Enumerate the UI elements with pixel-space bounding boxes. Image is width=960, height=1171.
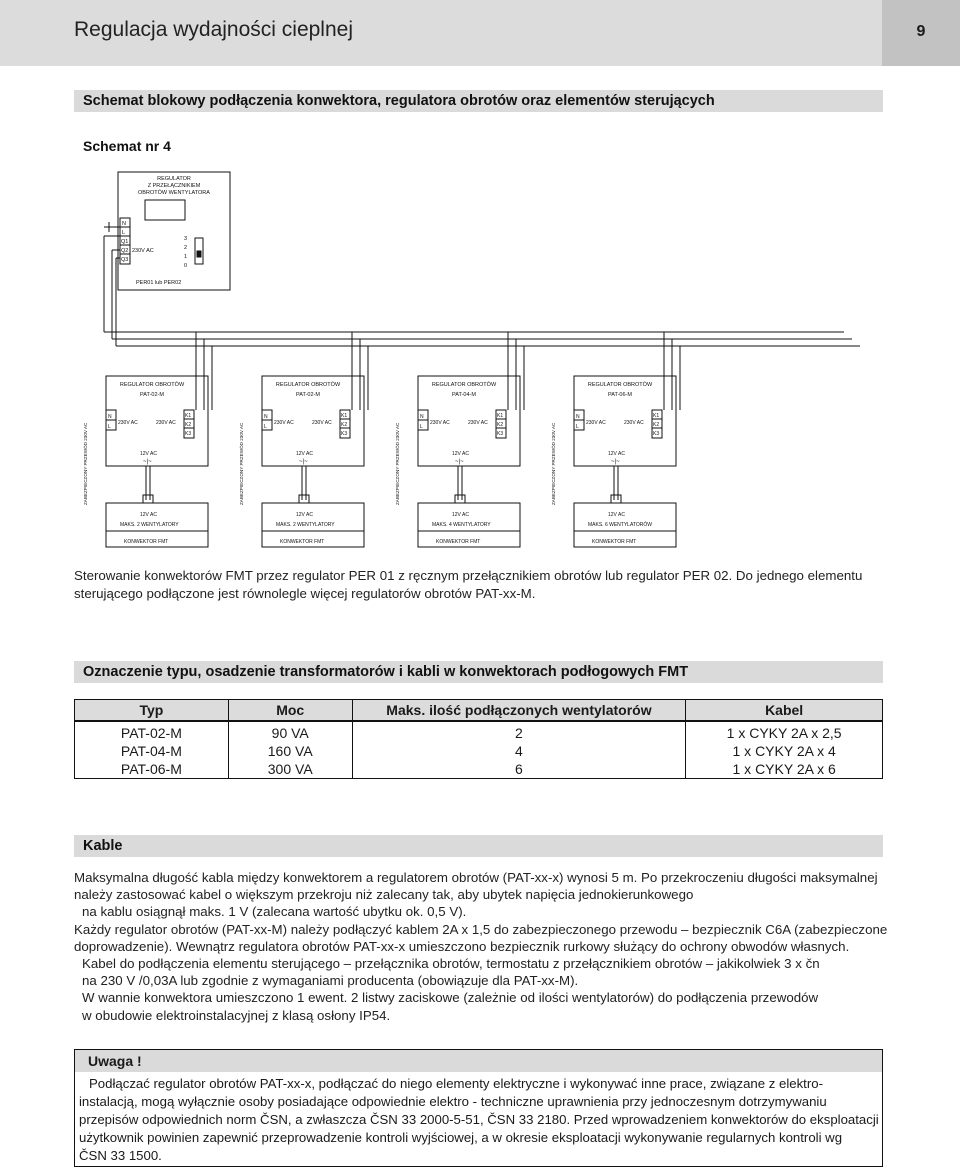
voltage-230-in: 230V AC (430, 420, 450, 426)
top-terminal-q2: Q2 (121, 248, 129, 254)
table-row (75, 721, 883, 742)
top-regulator-title-2: Z PRZEŁĄCZNIKIEM (147, 183, 201, 189)
cables-line: doprowadzenie). Wewnątrz regulatora obrotów PAT-xx-x umieszczono bezpiecznik rurkowy służący do ochrony obwodów własnych. (74, 938, 850, 954)
cables-line: Każdy regulator obrotów (PAT-xx-M) należy podłączyć kablem 2A x 1,5 do zabezpieczonego przewodu – bezpiecznik C6A (zabezpieczone (74, 921, 888, 937)
col-header-cable: Kabel (686, 700, 883, 722)
table-row (75, 760, 883, 779)
terminal-k1: K1 (653, 413, 660, 419)
supply-label: ZABEZPIECZONY PRZEWÓD 230V AC (551, 422, 556, 505)
section-title-cables: Kable (74, 835, 883, 857)
terminal-k1: K1 (497, 413, 504, 419)
terminal-k3: K3 (653, 431, 660, 437)
voltage-230-out: 230V AC (312, 420, 332, 426)
terminal-n: N (264, 414, 268, 420)
col-header-power: Moc (228, 700, 352, 722)
cell-power: 90 VA (228, 721, 352, 742)
table-row (75, 742, 883, 760)
cell-type: PAT-04-M (75, 742, 229, 760)
terminal-n: N (108, 414, 112, 420)
convector-label: KONWEKTOR FMT (124, 539, 169, 545)
supply-label: ZABEZPIECZONY PRZEWÓD 230V AC (83, 422, 88, 505)
speed-2: 2 (184, 245, 188, 251)
page-number: 9 (882, 0, 960, 66)
voltage-230-in: 230V AC (586, 420, 606, 426)
fan-symbol-icon: ~|~ (611, 459, 620, 465)
section-title-types: Oznaczenie typu, osadzenie transformatorów i kabli w konwektorach podłogowych FMT (74, 661, 883, 683)
top-regulator-model: PER01 lub PER02 (136, 280, 182, 286)
warning-box (74, 1049, 883, 1167)
cell-power: 160 VA (228, 742, 352, 760)
voltage-230-out: 230V AC (624, 420, 644, 426)
voltage-12: 12V AC (452, 451, 469, 457)
fan-limit: MAKS. 6 WENTYLATORÓW (588, 522, 652, 528)
cell-cable: 1 x CYKY 2A x 4 (686, 742, 883, 760)
regulator-unit-1 (82, 376, 208, 547)
terminal-n: N (420, 414, 424, 420)
top-terminal-n: N (122, 221, 126, 227)
warning-line: Podłączać regulator obrotów PAT-xx-x, podłączać do niego elementy elektryczne i wykonywać inne prace, związane z elektro- (89, 1076, 823, 1091)
page-title: Regulacja wydajności cieplnej (74, 18, 353, 41)
terminal-l: L (420, 424, 423, 430)
top-regulator-display (145, 200, 185, 220)
top-terminal-q3: Q3 (121, 257, 129, 263)
fan-symbol-icon: ~|~ (455, 459, 464, 465)
col-header-type: Typ (75, 700, 229, 722)
terminal-n: N (576, 414, 580, 420)
cell-type: PAT-02-M (75, 721, 229, 742)
spec-table (74, 699, 883, 779)
terminal-l: L (108, 424, 111, 430)
wiring-diagram (0, 160, 960, 555)
regulator-title: REGULATOR OBROTÓW (431, 382, 497, 388)
regulator-model: PAT-02-M (296, 392, 320, 398)
diagram-description (74, 567, 886, 602)
convector-label: KONWEKTOR FMT (436, 539, 481, 545)
regulator-model: PAT-04-M (452, 392, 476, 398)
voltage-230-out: 230V AC (468, 420, 488, 426)
convector-label: KONWEKTOR FMT (592, 539, 637, 545)
warning-line: instalacją, mogą wyłącznie osoby posiadające odpowiednie elektro - techniczne uprawnienia przy jednoczesnym dotrzymywaniu (79, 1094, 827, 1109)
terminal-k2: K2 (185, 422, 192, 428)
convector-voltage: 12V AC (608, 512, 625, 518)
voltage-12: 12V AC (140, 451, 157, 457)
section-title-wiring: Schemat blokowy podłączenia konwektora, regulatora obrotów oraz elementów sterujących (74, 90, 883, 112)
terminal-l: L (264, 424, 267, 430)
regulator-unit-4 (550, 376, 676, 547)
cell-power: 300 VA (228, 760, 352, 779)
convector-voltage: 12V AC (140, 512, 157, 518)
cables-line: na kablu osiągnął maks. 1 V (zalecana wartość ubytku ok. 0,5 V). (82, 904, 467, 920)
warning-line: przepisów odpowiednich norm ČSN, a zwłaszcza ČSN 33 2000-5-51, ČSN 33 2180. Przed wprowadzeniem konwektorów do eksploatacji (79, 1112, 879, 1127)
col-header-max-fans: Maks. ilość podłączonych wentylatorów (352, 700, 686, 722)
regulator-title: REGULATOR OBROTÓW (275, 382, 341, 388)
terminal-k1: K1 (341, 413, 348, 419)
supply-label: ZABEZPIECZONY PRZEWÓD 230V AC (239, 422, 244, 505)
top-terminal-l: L (122, 230, 126, 236)
cables-line: w obudowie elektroinstalacyjnej z klasą osłony IP54. (82, 1007, 391, 1023)
top-terminal-q1: Q1 (121, 239, 129, 245)
top-regulator-title-1: REGULATOR (157, 176, 191, 182)
description-line: Sterowanie konwektorów FMT przez regulator PER 01 z ręcznym przełącznikiem obrotów lub regulator PER 02. Do jednego elementu (74, 568, 863, 583)
page-header (0, 0, 960, 66)
terminal-k3: K3 (341, 431, 348, 437)
fan-limit: MAKS. 4 WENTYLATORY (432, 522, 491, 528)
convector-label: KONWEKTOR FMT (280, 539, 325, 545)
warning-line: użytkownik powinien zapewnić przeprowadzenie kontroli wyjściowej, a w okresie eksploatacji wykonywanie regularnych kontroli wg (79, 1130, 843, 1145)
cell-cable: 1 x CYKY 2A x 6 (686, 760, 883, 779)
cables-line: Kabel do podłączenia elementu sterującego – przełącznika obrotów, termostatu z przełącznikiem obrotów – jakikolwiek 3 x čn (82, 956, 820, 972)
voltage-230-in: 230V AC (274, 420, 294, 426)
cables-line: na 230 V /0,03A lub zgodnie z wymaganiami producenta (obowiązuje dla PAT-xx-M). (82, 973, 579, 989)
voltage-12: 12V AC (296, 451, 313, 457)
table-header-row (75, 700, 883, 722)
cables-line: W wannie konwektora umieszczono 1 ewent. 2 listwy zaciskowe (zależnie od ilości wentylatorów) do podłączenia przewodów (82, 990, 819, 1006)
cables-line: należy zastosować kabel o większym przekroju niż zalecany tak, aby ubytek napięcia jednokierunkowego (74, 887, 694, 903)
regulator-title: REGULATOR OBROTÓW (587, 382, 653, 388)
terminal-k2: K2 (341, 422, 348, 428)
voltage-12: 12V AC (608, 451, 625, 457)
cell-max-fans: 2 (352, 721, 686, 742)
fan-limit: MAKS. 2 WENTYLATORY (120, 522, 179, 528)
convector-voltage: 12V AC (452, 512, 469, 518)
regulator-unit-2 (238, 376, 364, 547)
cell-max-fans: 4 (352, 742, 686, 760)
voltage-230-in: 230V AC (118, 420, 138, 426)
scheme-label: Schemat nr 4 (83, 138, 171, 154)
regulator-model: PAT-06-M (608, 392, 632, 398)
top-voltage: 230V AC (132, 248, 154, 254)
terminal-k2: K2 (497, 422, 504, 428)
warning-text (79, 1075, 877, 1165)
fan-symbol-icon: ~|~ (299, 459, 308, 465)
terminal-l: L (576, 424, 579, 430)
regulator-model: PAT-02-M (140, 392, 164, 398)
speed-1: 1 (184, 254, 188, 260)
fan-limit: MAKS. 2 WENTYLATORY (276, 522, 335, 528)
terminal-k2: K2 (653, 422, 660, 428)
cell-type: PAT-06-M (75, 760, 229, 779)
terminal-k3: K3 (185, 431, 192, 437)
warning-line: ČSN 33 1500. (79, 1148, 162, 1163)
supply-label: ZABEZPIECZONY PRZEWÓD 230V AC (395, 422, 400, 505)
speed-3: 3 (184, 236, 188, 242)
top-regulator-title-3: OBROTÓW WENTYLATORA (138, 190, 210, 196)
cell-max-fans: 6 (352, 760, 686, 779)
fan-symbol-icon: ~|~ (143, 459, 152, 465)
speed-0: 0 (184, 263, 188, 269)
regulator-title: REGULATOR OBROTÓW (119, 382, 185, 388)
description-line: sterującego podłączone jest równolegle więcej regulatorów obrotów PAT-xx-M. (74, 585, 536, 601)
cell-cable: 1 x CYKY 2A x 2,5 (686, 721, 883, 742)
terminal-k1: K1 (185, 413, 192, 419)
warning-title: Uwaga ! (75, 1050, 882, 1072)
terminal-k3: K3 (497, 431, 504, 437)
convector-voltage: 12V AC (296, 512, 313, 518)
regulator-unit-3 (394, 376, 520, 547)
voltage-230-out: 230V AC (156, 420, 176, 426)
cables-line: Maksymalna długość kabla między konwektorem a regulatorem obrotów (PAT-xx-x) wynosi 5 m. Po przekroczeniu długości maksymalnej (74, 870, 878, 885)
cables-text (74, 869, 886, 1024)
